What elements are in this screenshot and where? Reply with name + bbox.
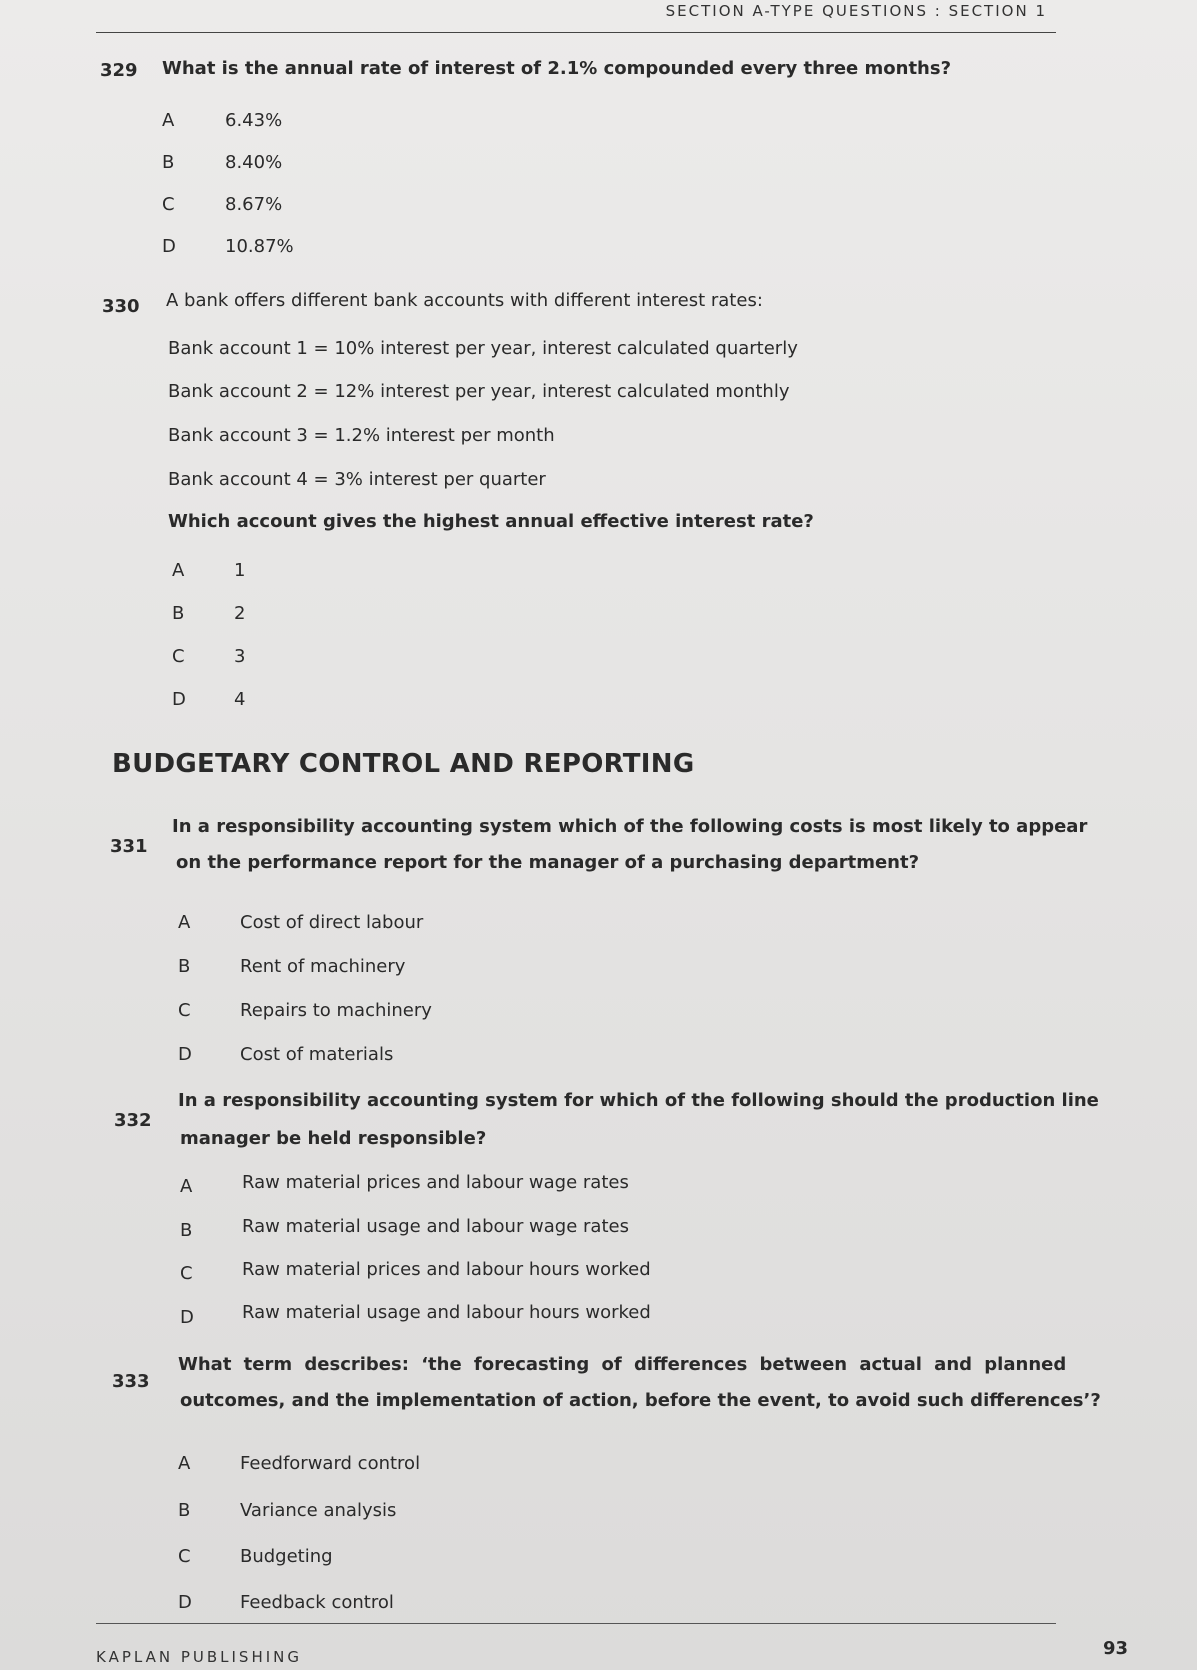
option-letter: B xyxy=(178,1500,191,1521)
option-letter: D xyxy=(180,1307,194,1328)
question-text: In a responsibility accounting system which of the following costs is most likely to appear xyxy=(172,816,1088,837)
option-letter: B xyxy=(172,603,185,624)
option-letter: C xyxy=(180,1263,193,1284)
option-letter: B xyxy=(180,1220,193,1241)
account-line: Bank account 1 = 10% interest per year, interest calculated quarterly xyxy=(168,338,798,359)
option-text: Cost of direct labour xyxy=(240,912,424,933)
option-letter: C xyxy=(172,646,185,667)
option-letter: D xyxy=(162,236,176,257)
option-text: 8.40% xyxy=(225,152,283,173)
question-text: What term describes: ‘the forecasting of differences between actual and planned xyxy=(178,1354,1067,1375)
option-text: 4 xyxy=(234,689,246,710)
option-text: 1 xyxy=(234,560,246,581)
option-letter: D xyxy=(178,1592,192,1613)
option-text: Feedback control xyxy=(240,1592,394,1613)
option-letter: A xyxy=(162,110,175,131)
option-letter: A xyxy=(180,1176,193,1197)
question-text: In a responsibility accounting system for which of the following should the production line xyxy=(178,1090,1099,1111)
question-number: 329 xyxy=(100,60,138,81)
option-letter: D xyxy=(172,689,186,710)
section-title: BUDGETARY CONTROL AND REPORTING xyxy=(112,749,695,779)
option-text: 3 xyxy=(234,646,246,667)
option-letter: C xyxy=(178,1000,191,1021)
option-text: Cost of materials xyxy=(240,1044,394,1065)
option-text: 8.67% xyxy=(225,194,283,215)
account-line: Bank account 3 = 1.2% interest per month xyxy=(168,425,555,446)
question-text: on the performance report for the manager of a purchasing department? xyxy=(176,852,920,873)
option-text: 10.87% xyxy=(225,236,294,257)
page-header xyxy=(0,0,1197,34)
option-letter: A xyxy=(178,912,191,933)
question-number: 332 xyxy=(114,1110,152,1131)
option-letter: C xyxy=(162,194,175,215)
option-letter: D xyxy=(178,1044,192,1065)
option-text: Raw material usage and labour hours worked xyxy=(242,1302,651,1323)
footer-rule xyxy=(96,1623,1056,1624)
question-text: outcomes, and the implementation of action, before the event, to avoid such differences’? xyxy=(180,1390,1101,1411)
option-text: Rent of machinery xyxy=(240,956,406,977)
option-text: Raw material prices and labour wage rates xyxy=(242,1172,629,1193)
option-text: Raw material prices and labour hours worked xyxy=(242,1259,651,1280)
question-number: 330 xyxy=(102,296,140,317)
question-intro: A bank offers different bank accounts with different interest rates: xyxy=(166,290,763,311)
page-number: 93 xyxy=(1103,1638,1129,1659)
account-line: Bank account 2 = 12% interest per year, interest calculated monthly xyxy=(168,381,790,402)
question-text: manager be held responsible? xyxy=(180,1128,487,1149)
option-letter: B xyxy=(162,152,175,173)
option-text: 2 xyxy=(234,603,246,624)
header-rule xyxy=(96,32,1056,33)
publisher-name: KAPLAN PUBLISHING xyxy=(96,1648,302,1666)
account-line: Bank account 4 = 3% interest per quarter xyxy=(168,469,546,490)
option-text: 6.43% xyxy=(225,110,283,131)
option-letter: B xyxy=(178,956,191,977)
running-header: SECTION A-TYPE QUESTIONS : SECTION 1 xyxy=(665,2,1047,20)
option-text: Raw material usage and labour wage rates xyxy=(242,1216,629,1237)
option-text: Feedforward control xyxy=(240,1453,421,1474)
option-letter: A xyxy=(178,1453,191,1474)
option-text: Budgeting xyxy=(240,1546,333,1567)
question-number: 331 xyxy=(110,836,148,857)
question-text: Which account gives the highest annual effective interest rate? xyxy=(168,511,814,532)
option-letter: C xyxy=(178,1546,191,1567)
option-letter: A xyxy=(172,560,185,581)
question-number: 333 xyxy=(112,1371,150,1392)
option-text: Variance analysis xyxy=(240,1500,397,1521)
option-text: Repairs to machinery xyxy=(240,1000,432,1021)
question-text: What is the annual rate of interest of 2.1% compounded every three months? xyxy=(162,58,952,79)
